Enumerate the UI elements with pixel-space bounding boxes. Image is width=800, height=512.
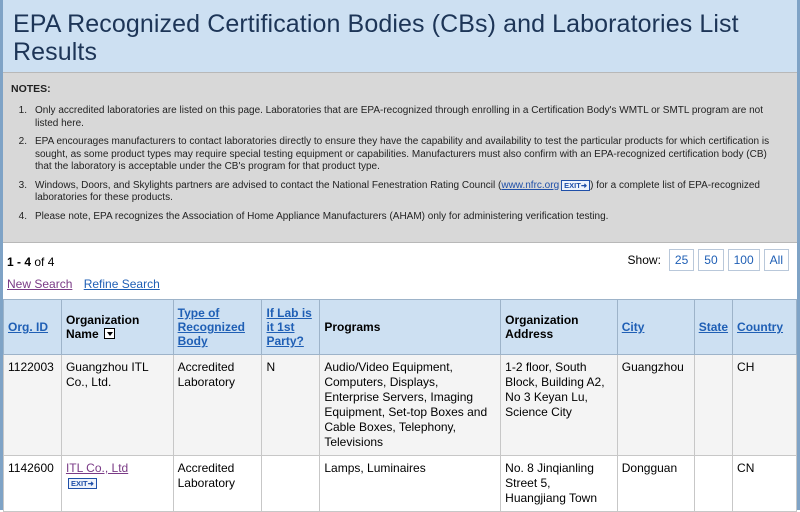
results-bar — [3, 243, 797, 299]
note-item — [11, 136, 787, 174]
cell-city: Dongguan — [617, 456, 694, 512]
cell-first-party — [262, 456, 320, 512]
col-org-id[interactable] — [4, 300, 62, 355]
new-search-link[interactable]: New Search — [7, 277, 73, 291]
sort-country-link[interactable]: Country — [737, 320, 784, 334]
col-type[interactable] — [173, 300, 262, 355]
org-name-header: Organization Name — [65, 313, 140, 341]
cell-org-id: 1122003 — [4, 355, 62, 456]
note-number: 2. — [18, 136, 27, 147]
sort-type-link[interactable]: Type of Recognized Body — [177, 306, 245, 348]
note-item — [11, 105, 787, 130]
note-number: 4. — [18, 210, 27, 222]
sort-city-link[interactable]: City — [621, 320, 645, 334]
show-option-all[interactable]: All — [764, 249, 789, 271]
sort-org-id-link[interactable]: Org. ID — [8, 320, 49, 334]
notes-panel — [3, 72, 797, 243]
note-text — [35, 180, 787, 205]
note-text: EPA encourages manufacturers to contact laboratories directly to ensure they have the capability and availability to test the particular products for which certification is sought, as some product types may require special testing equipment or capabilities. Manufacturers must also confirm with an EPA-recognized certification body (CB) that the laboratory is acceptable under the CB's program for that product type. — [35, 136, 770, 172]
col-org-name — [61, 300, 173, 355]
notes-heading: NOTES: — [11, 83, 51, 95]
col-first-party[interactable] — [262, 300, 320, 355]
exit-label: EXIT — [564, 180, 581, 190]
note-text-before: Windows, Doors, and Skylights partners are advised to contact the National Fenestration Rating Council ( — [35, 179, 502, 191]
col-state[interactable] — [694, 300, 732, 355]
result-total: of 4 — [31, 255, 55, 269]
cell-org-name: Guangzhou ITL Co., Ltd. — [61, 355, 173, 456]
note-number: 1. — [18, 105, 27, 116]
cell-country: CN — [733, 456, 797, 512]
note-item — [11, 180, 787, 205]
table-row — [4, 456, 797, 512]
cell-city: Guangzhou — [617, 355, 694, 456]
page-title: EPA Recognized Certification Bodies (CBs) and Laboratories List Results — [13, 10, 739, 66]
show-option-100[interactable]: 100 — [728, 249, 760, 271]
col-programs: Programs — [320, 300, 501, 355]
note-text: Please note, EPA recognizes the Association of Home Appliance Manufacturers (AHAM) only for administering verification testing. — [35, 210, 609, 222]
cell-state — [694, 355, 732, 456]
page-size-selector — [628, 249, 789, 271]
exit-disclaimer-icon[interactable]: EXIT➜ — [561, 180, 590, 191]
cell-country: CH — [733, 355, 797, 456]
sort-state-link[interactable]: State — [698, 320, 729, 334]
note-item — [11, 211, 787, 224]
col-city[interactable] — [617, 300, 694, 355]
note-number: 3. — [18, 179, 27, 191]
show-label: Show: — [627, 253, 661, 267]
results-table — [3, 299, 797, 512]
exit-label: EXIT — [70, 479, 88, 489]
cell-org-name — [61, 456, 173, 512]
cell-address: 1-2 floor, South Block, Building A2, No 3 Keyan Lu, Science City — [501, 355, 618, 456]
title-bar — [3, 0, 797, 72]
notes-list — [11, 105, 787, 223]
org-name-link[interactable]: ITL Co., Ltd — [65, 461, 129, 475]
cell-type: Accredited Laboratory — [173, 456, 262, 512]
nfrc-link[interactable]: www.nfrc.org — [501, 179, 560, 191]
show-option-25[interactable]: 25 — [669, 249, 694, 271]
col-address: Organization Address — [501, 300, 618, 355]
cell-programs: Lamps, Luminaires — [320, 456, 501, 512]
cell-first-party: N — [262, 355, 320, 456]
table-row — [4, 355, 797, 456]
dropdown-sort-icon[interactable] — [104, 328, 115, 339]
cell-address: No. 8 Jinqianling Street 5, Huangjiang Town — [501, 456, 618, 512]
result-range: 1 - 4 — [7, 255, 32, 269]
note-text-after: ) for a complete list of EPA-recognized laboratories for these products. — [35, 179, 760, 204]
cell-state — [694, 456, 732, 512]
show-option-50[interactable]: 50 — [698, 249, 723, 271]
col-country[interactable] — [733, 300, 797, 355]
cell-type: Accredited Laboratory — [173, 355, 262, 456]
refine-search-link[interactable]: Refine Search — [83, 277, 160, 291]
search-links — [7, 277, 789, 291]
table-header-row — [4, 300, 797, 355]
cell-org-id: 1142600 — [4, 456, 62, 512]
sort-first-party-link[interactable]: If Lab is it 1st Party? — [266, 306, 312, 348]
exit-disclaimer-icon[interactable]: EXIT➜ — [68, 478, 97, 489]
cell-programs: Audio/Video Equipment, Computers, Displays, Enterprise Servers, Imaging Equipment, Set-top Boxes and Cable Boxes, Telephony, Televisions — [320, 355, 501, 456]
note-text: Only accredited laboratories are listed on this page. Laboratories that are EPA-recognized through enrolling in a Certification Body's WMTL or SMTL program are not listed here. — [35, 105, 764, 129]
